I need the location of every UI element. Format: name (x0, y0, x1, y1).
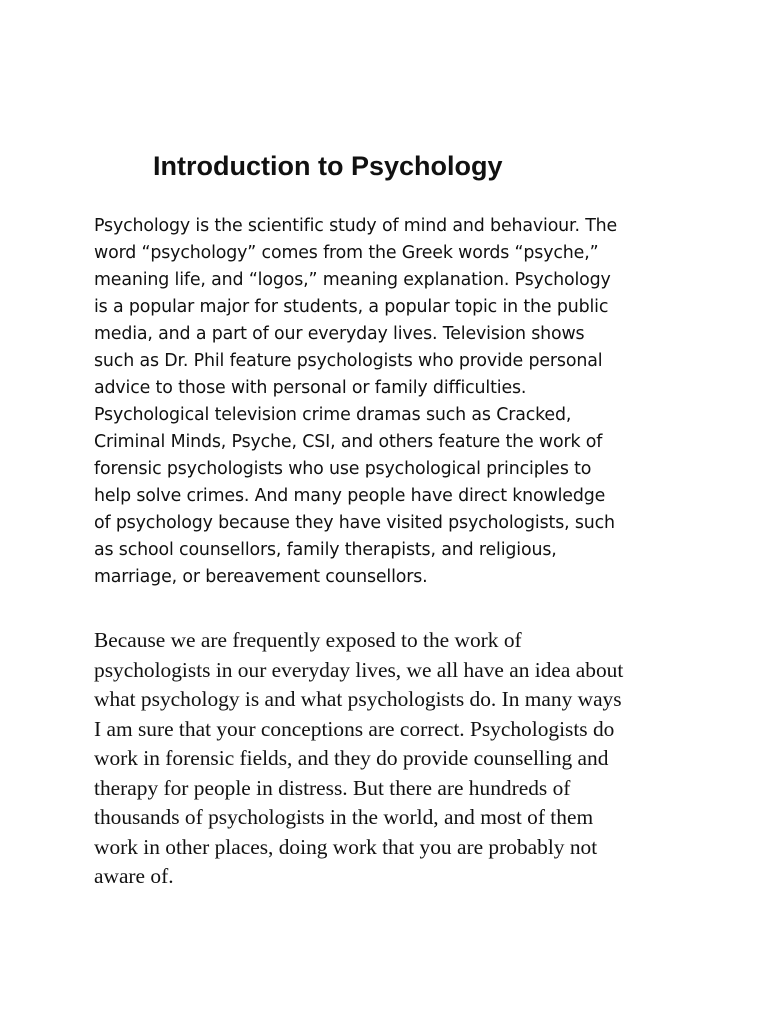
paragraph-line: I am sure that your conceptions are correct. Psychologists do (94, 716, 615, 741)
paragraph-line: therapy for people in distress. But there are hundreds of (94, 775, 571, 800)
paragraph-line: as school counsellors, family therapists, and religious, (94, 540, 557, 560)
paragraph-line: work in other places, doing work that you are probably not (94, 834, 598, 859)
paragraph-line: thousands of psychologists in the world, and most of them (94, 805, 594, 829)
paragraph-line: word “psychology” comes from the Greek words “psyche,” (94, 243, 599, 263)
paragraph-line: meaning life, and “logos,” meaning explanation. Psychology (94, 270, 611, 290)
paragraph-line: marriage, or bereavement counsellors. (94, 567, 428, 587)
paragraph-line: aware of. (94, 864, 174, 888)
paragraph-line: help solve crimes. And many people have direct knowledge (94, 486, 606, 506)
paragraph-line: media, and a part of our everyday lives. Television shows (94, 324, 585, 344)
paragraph-line: Psychological television crime dramas such as Cracked, (94, 405, 572, 425)
paragraph-line: is a popular major for students, a popular topic in the public (94, 297, 609, 317)
paragraph-line: Psychology is the scientific study of mind and behaviour. The (94, 216, 618, 236)
paragraph-line: psychologists in our everyday lives, we all have an idea about (94, 657, 624, 682)
paragraph-line: of psychology because they have visited psychologists, such (94, 513, 615, 533)
paragraph-line: work in forensic fields, and they do provide counselling and (94, 746, 609, 770)
paragraph-line: Because we are frequently exposed to the work of (94, 628, 522, 652)
paragraph-line: forensic psychologists who use psychological principles to (94, 459, 592, 479)
paragraph-line: advice to those with personal or family difficulties. (94, 378, 527, 398)
paragraph-line: what psychology is and what psychologists do. In many ways (94, 687, 622, 711)
paragraph-intro (94, 213, 669, 591)
paragraph-line: Criminal Minds, Psyche, CSI, and others feature the work of (94, 432, 603, 452)
paragraph-line: such as Dr. Phil feature psychologists who provide personal (94, 351, 603, 371)
document-title: Introduction to Psychology (153, 151, 503, 181)
paragraph-conceptions (94, 626, 674, 892)
